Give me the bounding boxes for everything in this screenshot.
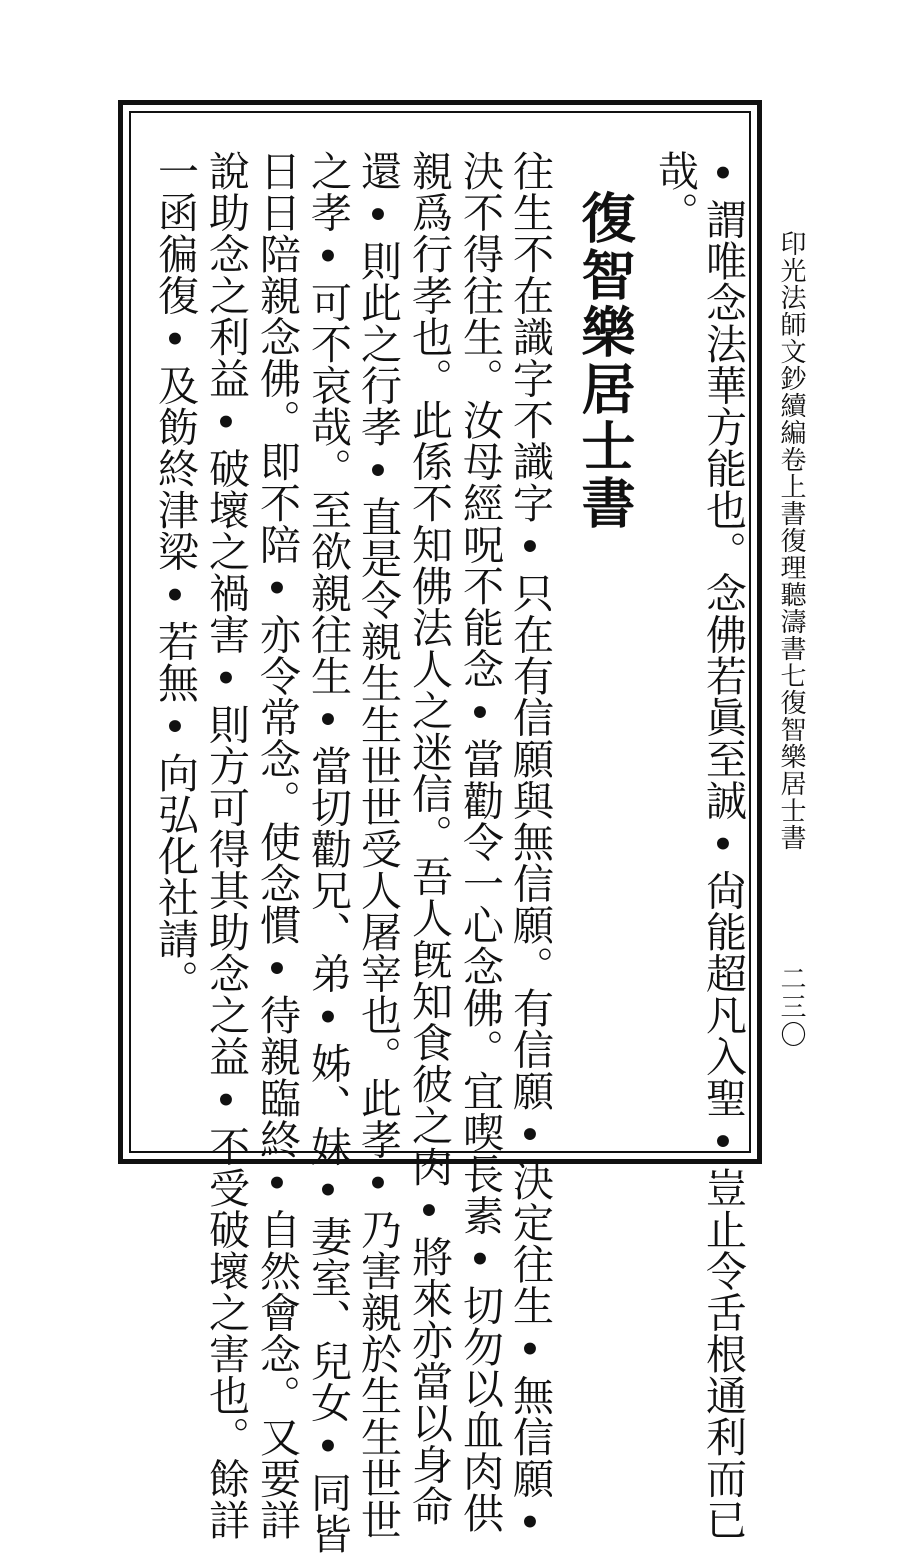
text-column: 說助念之利益•破壞之禍害•則方可得其助念之益•不受破壞之害也。餘詳 [202, 150, 250, 1541]
text-column: 往生不在識字不識字•只在有信願與無信願。有信願•決定往生•無信願• [506, 150, 554, 1548]
running-header [778, 230, 804, 851]
text-column: 親爲行孝也。此係不知佛法人之迷信。吾人旣知食彼之肉•將來亦當以身命 [405, 150, 453, 1527]
current-letter-title: 復智樂居士書 [776, 689, 806, 851]
letter-title: 復智樂居士書 [573, 190, 637, 532]
text-column: 日日陪親念佛。即不陪•亦令常念。使念慣•待親臨終•自然會念。又要詳 [253, 150, 301, 1541]
text-column: 一函徧復•及飭終津梁•若無•向弘化社請。 [151, 150, 199, 1001]
text-column: •謂唯念法華方能也。念佛若眞至誠•尙能超凡入聖•豈止令舌根通利而已 [699, 150, 747, 1541]
text-column: 決不得往生。汝母經呪不能念•當勸令一心念佛。宜喫長素•切勿以血肉供 [456, 150, 504, 1534]
previous-letter-title: 復理聽濤書七 [776, 527, 806, 689]
text-column: 之孝•可不哀哉。至欲親往生•當切勸兄、弟•姊、妹•妻室、兒女•同皆 [304, 150, 352, 1555]
text-column: 哉。 [651, 150, 699, 233]
book-title: 印光法師文鈔續編卷上 [776, 230, 806, 500]
text-column: 還•則此之行孝•直是令親生生世世受人屠宰也。此孝•乃害親於生生世世 [354, 150, 402, 1541]
section-label: 書 [776, 500, 806, 527]
page-number: 二三〇 [776, 965, 806, 1049]
